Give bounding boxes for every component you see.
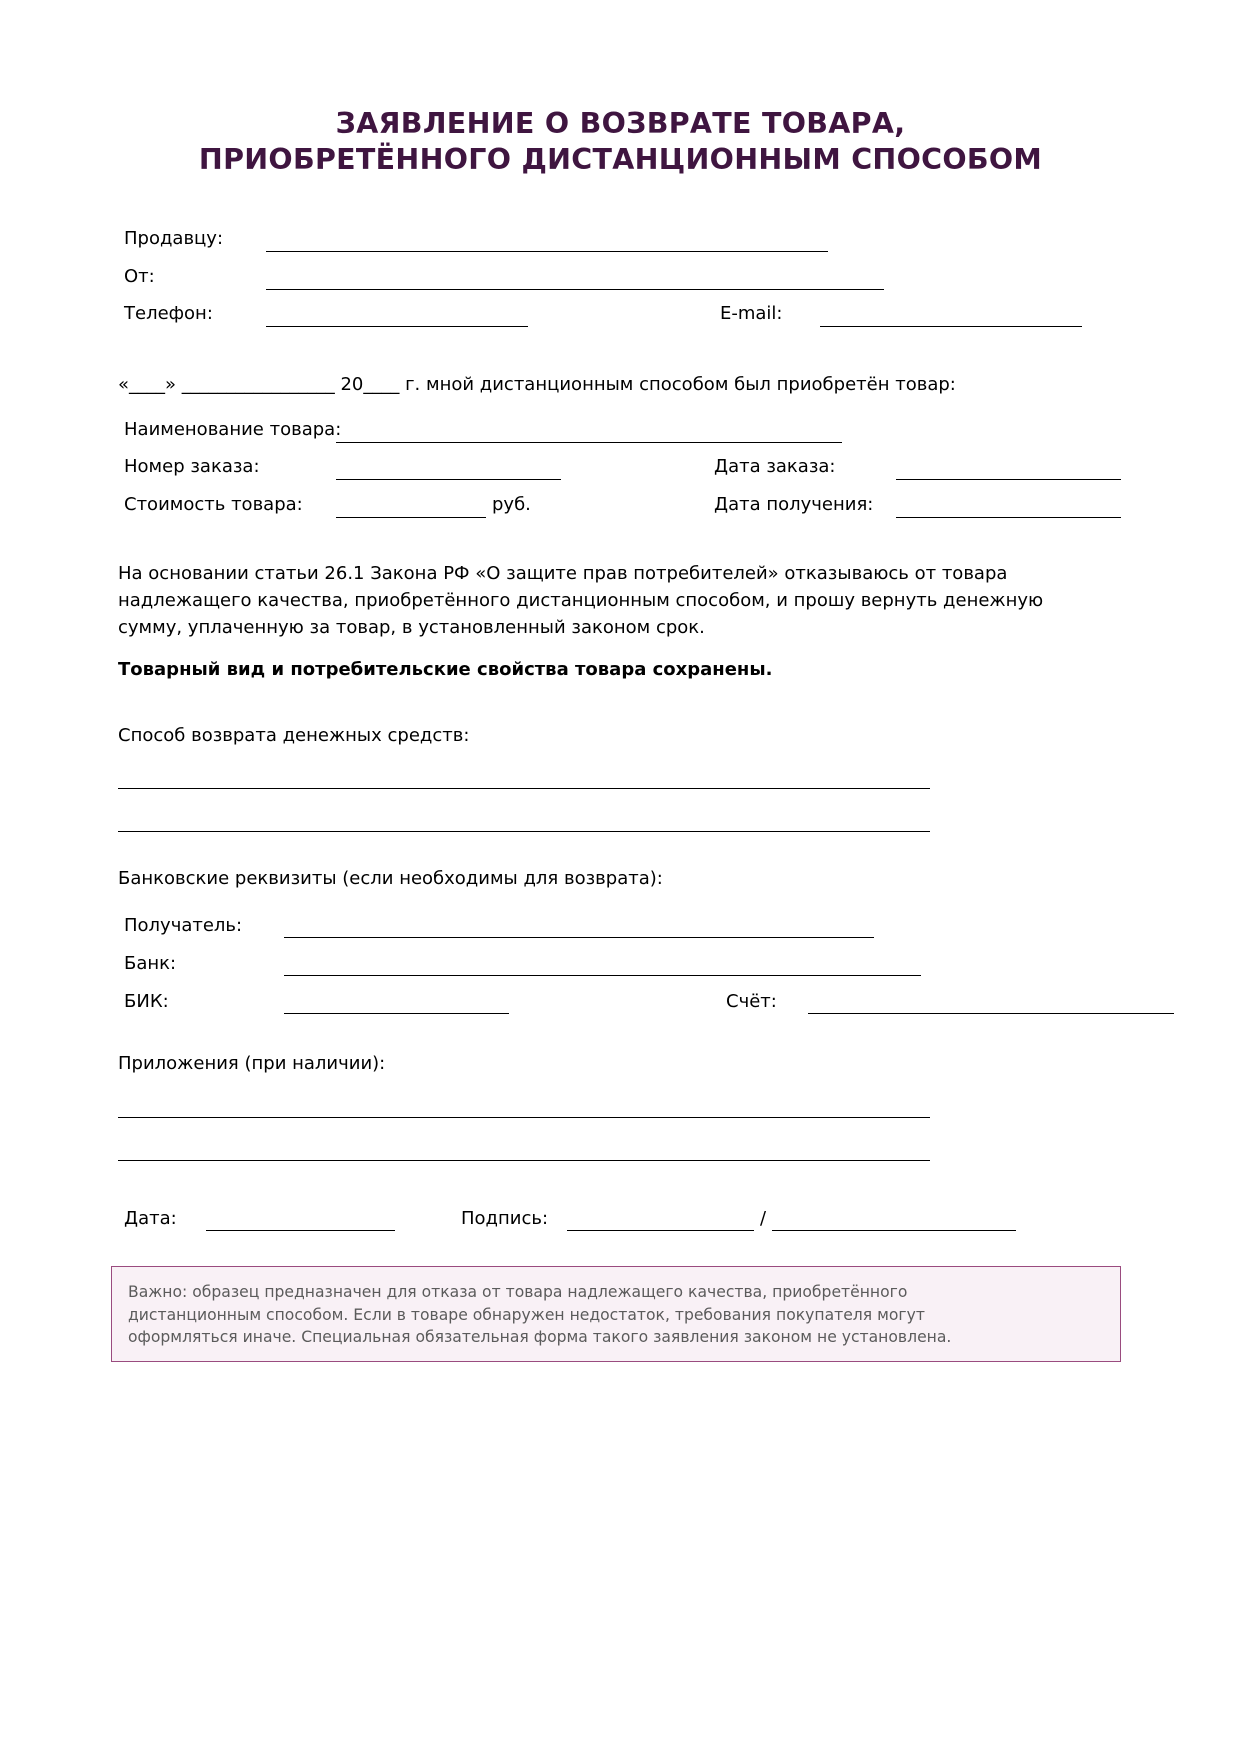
seller-field[interactable] [266,251,828,252]
refund-method-field-2[interactable] [118,831,930,832]
price-field[interactable] [336,517,486,518]
refund-method-field-1[interactable] [118,788,930,789]
seller-label: Продавцу: [124,228,224,249]
bank-details-heading: Банковские реквизиты (если необходимы для возврата): [118,868,663,889]
phone-label: Телефон: [124,303,213,324]
email-field[interactable] [820,326,1082,327]
order-date-field[interactable] [896,479,1121,480]
item-name-field[interactable] [336,442,842,443]
statement-paragraph-line-1: На основании статьи 26.1 Закона РФ «О защите прав потребителей» отказываюсь от товара [118,563,1008,584]
signature-slash: / [760,1208,767,1229]
currency-label: руб. [492,494,531,515]
price-label: Стоимость товара: [124,494,303,515]
bank-field[interactable] [284,975,921,976]
signature-label: Подпись: [461,1208,549,1229]
item-name-label: Наименование товара: [124,419,342,440]
recipient-label: Получатель: [124,915,243,936]
received-date-field[interactable] [896,517,1121,518]
document-title-line-2: ПРИОБРЕТЁННОГО ДИСТАНЦИОННЫМ СПОСОБОМ [198,143,1043,176]
phone-field[interactable] [266,326,528,327]
note-line-3: оформляться иначе. Специальная обязательная форма такого заявления законом не установлена. [128,1328,952,1346]
from-label: От: [124,266,155,287]
order-date-label: Дата заказа: [714,456,836,477]
attachments-field-2[interactable] [118,1160,930,1161]
bank-label: Банк: [124,953,177,974]
note-line-1: Важно: образец предназначен для отказа от товара надлежащего качества, приобретённого [128,1283,908,1301]
bik-field[interactable] [284,1013,509,1014]
document-title-line-1: ЗАЯВЛЕНИЕ О ВОЗВРАТЕ ТОВАРА, [335,107,906,140]
date-label: Дата: [124,1208,177,1229]
recipient-field[interactable] [284,937,874,938]
signature-name-field[interactable] [772,1230,1016,1231]
order-number-field[interactable] [336,479,561,480]
note-line-2: дистанционным способом. Если в товаре обнаружен недостаток, требования покупателя могут [128,1305,925,1324]
order-number-label: Номер заказа: [124,456,260,477]
account-field[interactable] [808,1013,1174,1014]
statement-paragraph-line-2: надлежащего качества, приобретённого дистанционным способом, и прошу вернуть денежную [118,590,1044,611]
purchase-date-line: «____» _________________ 20____ г. мной дистанционным способом был приобретён товар: [118,374,956,395]
bik-label: БИК: [124,991,169,1012]
refund-method-label: Способ возврата денежных средств: [118,725,470,746]
signature-field[interactable] [567,1230,754,1231]
attachments-field-1[interactable] [118,1117,930,1118]
account-label: Счёт: [726,991,777,1012]
condition-statement: Товарный вид и потребительские свойства товара сохранены. [118,659,773,680]
important-note-box [111,1266,1121,1362]
attachments-label: Приложения (при наличии): [118,1053,386,1074]
date-field[interactable] [206,1230,395,1231]
email-label: E-mail: [720,303,783,324]
from-field[interactable] [266,289,884,290]
received-date-label: Дата получения: [714,494,874,515]
statement-paragraph-line-3: сумму, уплаченную за товар, в установленный законом срок. [118,617,705,638]
